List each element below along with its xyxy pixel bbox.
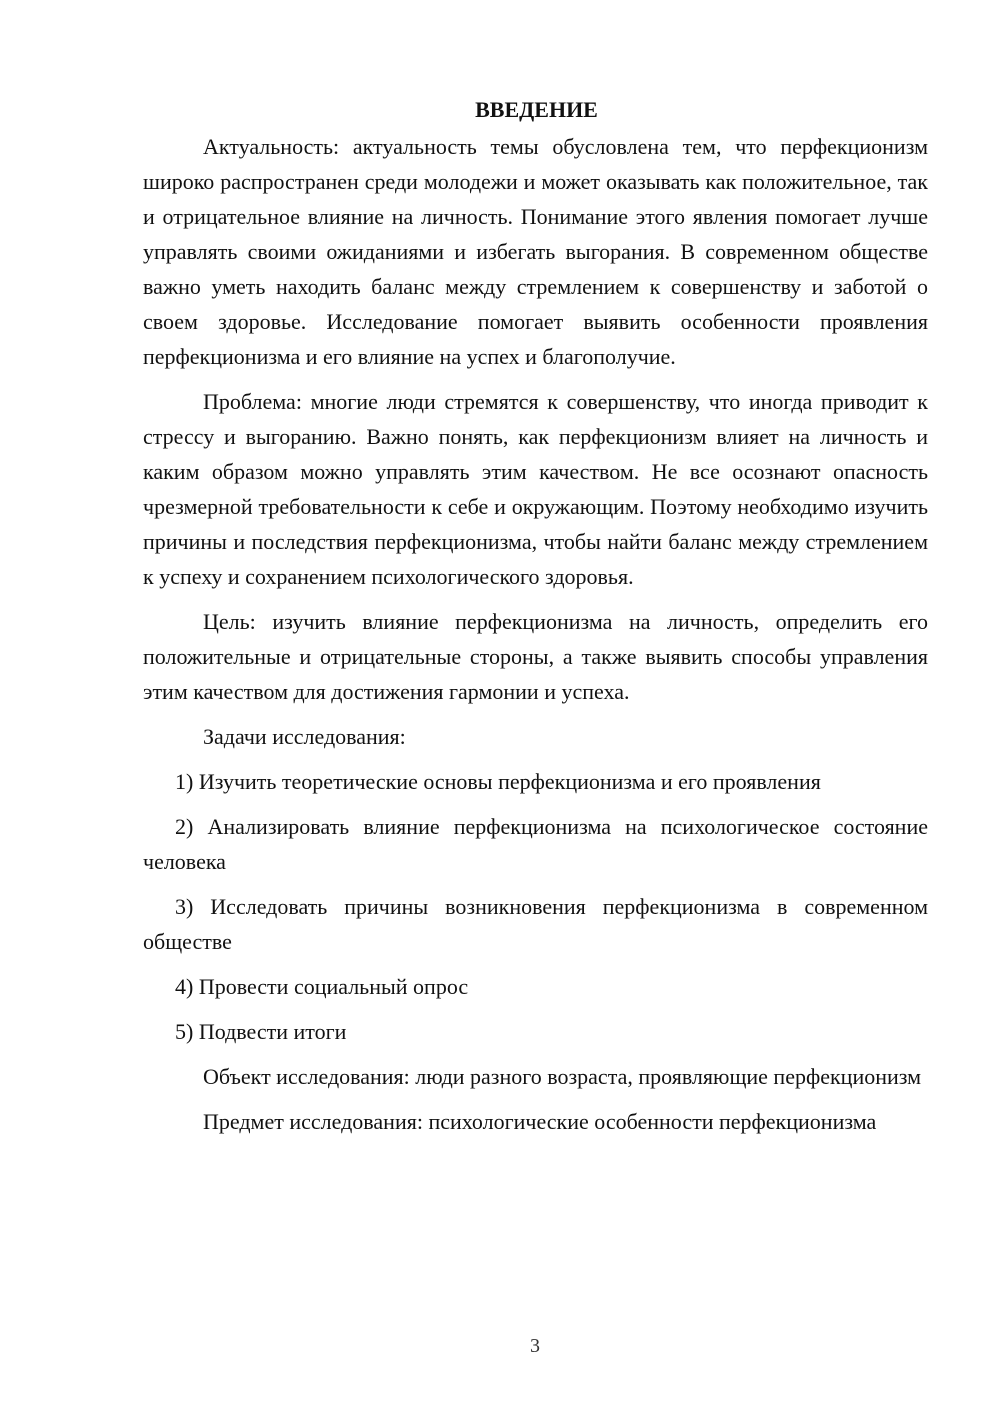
page-number: 3 bbox=[530, 1335, 540, 1357]
relevance-paragraph: Актуальность: актуальность темы обусловлена тем, что перфекционизм широко распространен среди молодежи и может оказывать как положительное, так и отрицательное влияние на личность. Понимание этого явления помогает лучше управлять своими ожиданиями и избегать выгорания. В современном обществе важно уметь находить баланс между стремлением к совершенству и заботой о своем здоровье. Исследование помогает выявить особенности проявления перфекционизма и его влияние на успех и благополучие. bbox=[143, 134, 928, 369]
subject-paragraph: Предмет исследования: психологические особенности перфекционизма bbox=[203, 1109, 877, 1134]
tasks-title: Задачи исследования: bbox=[203, 724, 406, 749]
object-paragraph: Объект исследования: люди разного возраста, проявляющие перфекционизм bbox=[203, 1064, 922, 1089]
task-item: 5) Подвести итоги bbox=[175, 1019, 347, 1044]
task-item: 2) Анализировать влияние перфекционизма на психологическое состояние человека bbox=[143, 814, 928, 874]
task-item: 3) Исследовать причины возникновения перфекционизма в современном обществе bbox=[143, 894, 928, 954]
document-page bbox=[143, 92, 928, 1149]
section-heading: ВВЕДЕНИЕ bbox=[475, 97, 598, 122]
task-item: 1) Изучить теоретические основы перфекционизма и его проявления bbox=[175, 769, 821, 794]
problem-paragraph: Проблема: многие люди стремятся к совершенству, что иногда приводит к стрессу и выгоранию. Важно понять, как перфекционизм влияет на личность и каким образом можно управлять этим качеством. Не все осознают опасность чрезмерной требовательности к себе и окружающим. Поэтому необходимо изучить причины и последствия перфекционизма, чтобы найти баланс между стремлением к успеху и сохранением психологического здоровья. bbox=[143, 389, 928, 589]
goal-paragraph: Цель: изучить влияние перфекционизма на личность, определить его положительные и отрицательные стороны, а также выявить способы управления этим качеством для достижения гармонии и успеха. bbox=[143, 609, 928, 704]
task-item: 4) Провести социальный опрос bbox=[175, 974, 469, 999]
